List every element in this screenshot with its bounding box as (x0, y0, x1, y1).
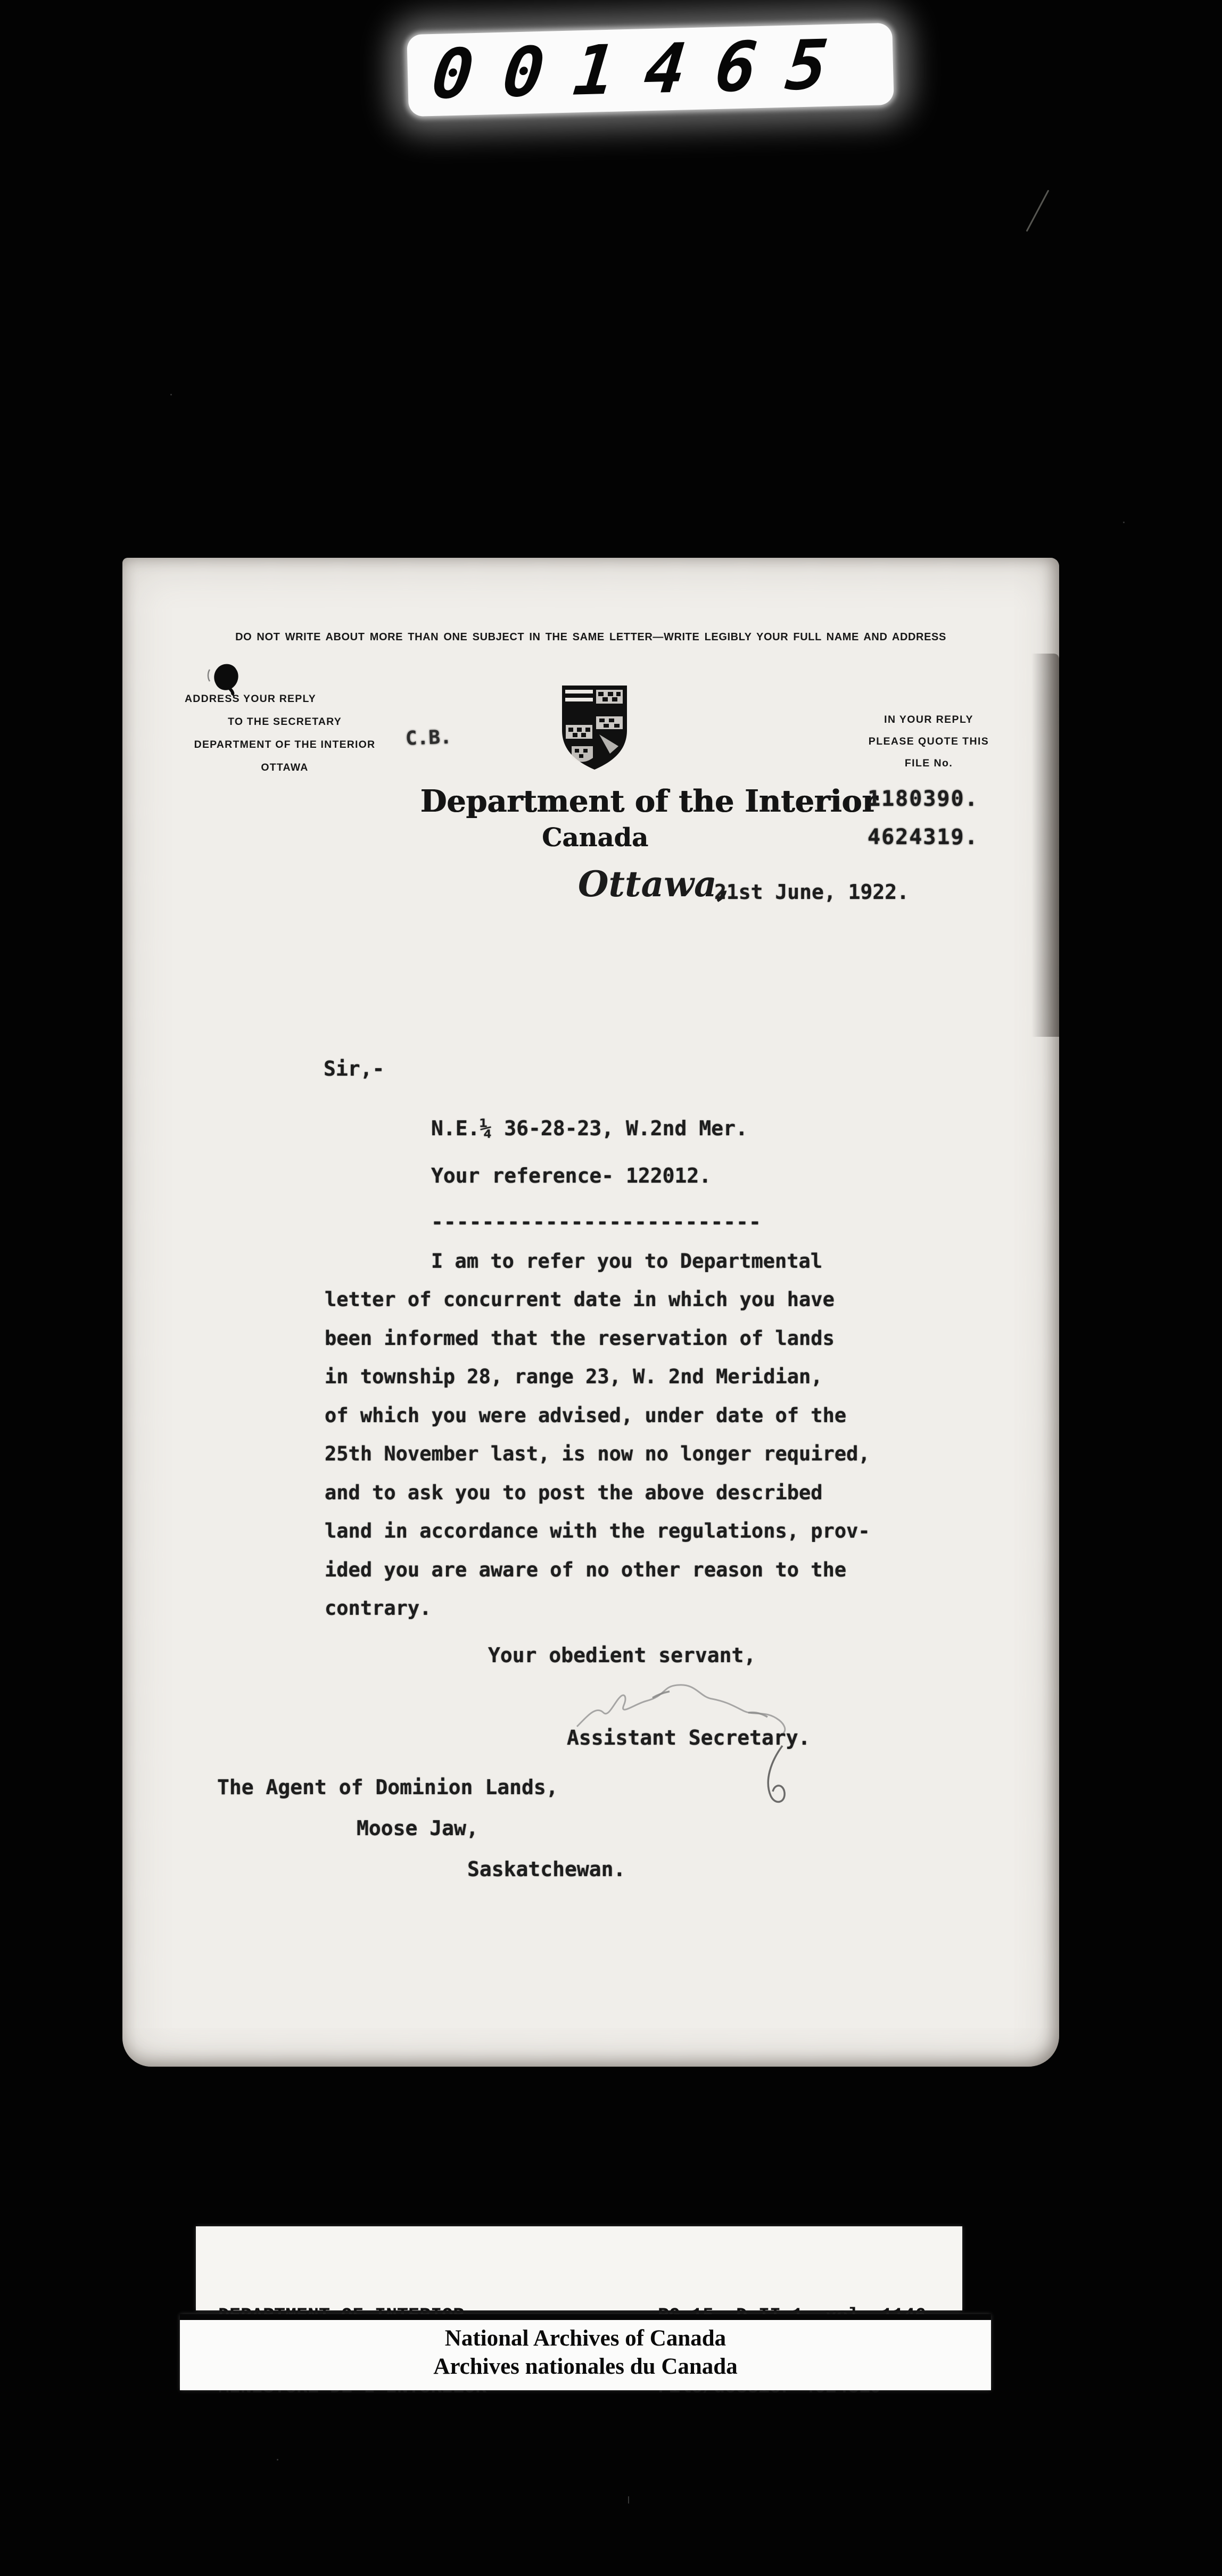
body-line: been informed that the reservation of lands (325, 1327, 835, 1350)
body-line: letter of concurrent date in which you have (325, 1288, 835, 1311)
archives-text-wrap (180, 2320, 991, 2381)
page-curl-shadow (1031, 654, 1059, 1037)
body-line: ided you are aware of no other reason to the (325, 1558, 847, 1581)
file-number: 4624319. (868, 825, 979, 849)
address-line: OTTAWA (261, 762, 309, 773)
coat-of-arms-shield-icon (559, 683, 630, 772)
date-line: 21st June, 1922. (714, 880, 910, 904)
letterhead-reply-block (853, 709, 1005, 774)
film-frame-counter (407, 23, 894, 117)
body-line: of which you were advised, under date of the (325, 1404, 847, 1427)
cb-stamp: C.B. (405, 726, 452, 750)
address-line: TO THE SECRETARY (228, 716, 342, 728)
national-archives-banner (180, 2314, 991, 2390)
salutation: Sir,- (324, 1057, 385, 1080)
closing-line: Your obedient servant, (488, 1644, 756, 1667)
dust-speck (1123, 522, 1125, 523)
reply-line: PLEASE QUOTE THIS (868, 736, 989, 747)
pen-flourish-icon (755, 1744, 797, 1813)
archives-line-en: National Archives of Canada (444, 2326, 726, 2351)
addressee-line: Saskatchewan. (467, 1857, 626, 1881)
signer-title: Assistant Secretary. (567, 1726, 811, 1749)
address-line: ADDRESS YOUR REPLY (185, 693, 316, 705)
body-line: 25th November last, is now no longer required, (325, 1442, 870, 1465)
body-line: land in accordance with the regulations, prov- (325, 1520, 870, 1542)
land-reference-line: N.E.¼ 36-28-23, W.2nd Mer. (431, 1117, 748, 1140)
dust-speck (170, 394, 172, 395)
letter-page (122, 558, 1059, 2067)
your-reference-line: Your reference- 122012. (431, 1164, 712, 1187)
archives-line-fr: Archives nationales du Canada (433, 2354, 738, 2379)
archive-reference-label (196, 2226, 962, 2310)
film-scratch (1026, 189, 1050, 232)
letterhead-warning-line: DO NOT WRITE ABOUT MORE THAN ONE SUBJECT IN THE SAME LETTER—WRITE LEGIBLY YOUR FULL NAME AND ADDRESS (235, 631, 946, 643)
reply-line: IN YOUR REPLY (884, 714, 973, 725)
dust-speck (628, 2496, 629, 2504)
addressee-line: Moose Jaw, (357, 1817, 478, 1840)
address-line: DEPARTMENT OF THE INTERIOR (194, 739, 376, 750)
body-line: I am to refer you to Departmental (431, 1250, 823, 1273)
dashed-divider: -------------------------- (431, 1210, 762, 1234)
body-line: and to ask you to post the above described (325, 1481, 823, 1504)
dust-speck (277, 2459, 278, 2461)
reply-line: FILE No. (904, 757, 953, 769)
letterhead-address-block (185, 688, 385, 779)
frame-counter-digits: 001465 (428, 24, 861, 115)
addressee-line: The Agent of Dominion Lands, (217, 1776, 558, 1799)
place-script: Ottawa, (578, 863, 729, 905)
department-country: Canada (542, 823, 648, 853)
body-line: contrary. (325, 1597, 432, 1620)
department-title: Department of the Interior (420, 783, 878, 819)
body-line: in township 28, range 23, W. 2nd Meridian, (325, 1365, 823, 1388)
file-number: 1180390. (868, 787, 979, 811)
